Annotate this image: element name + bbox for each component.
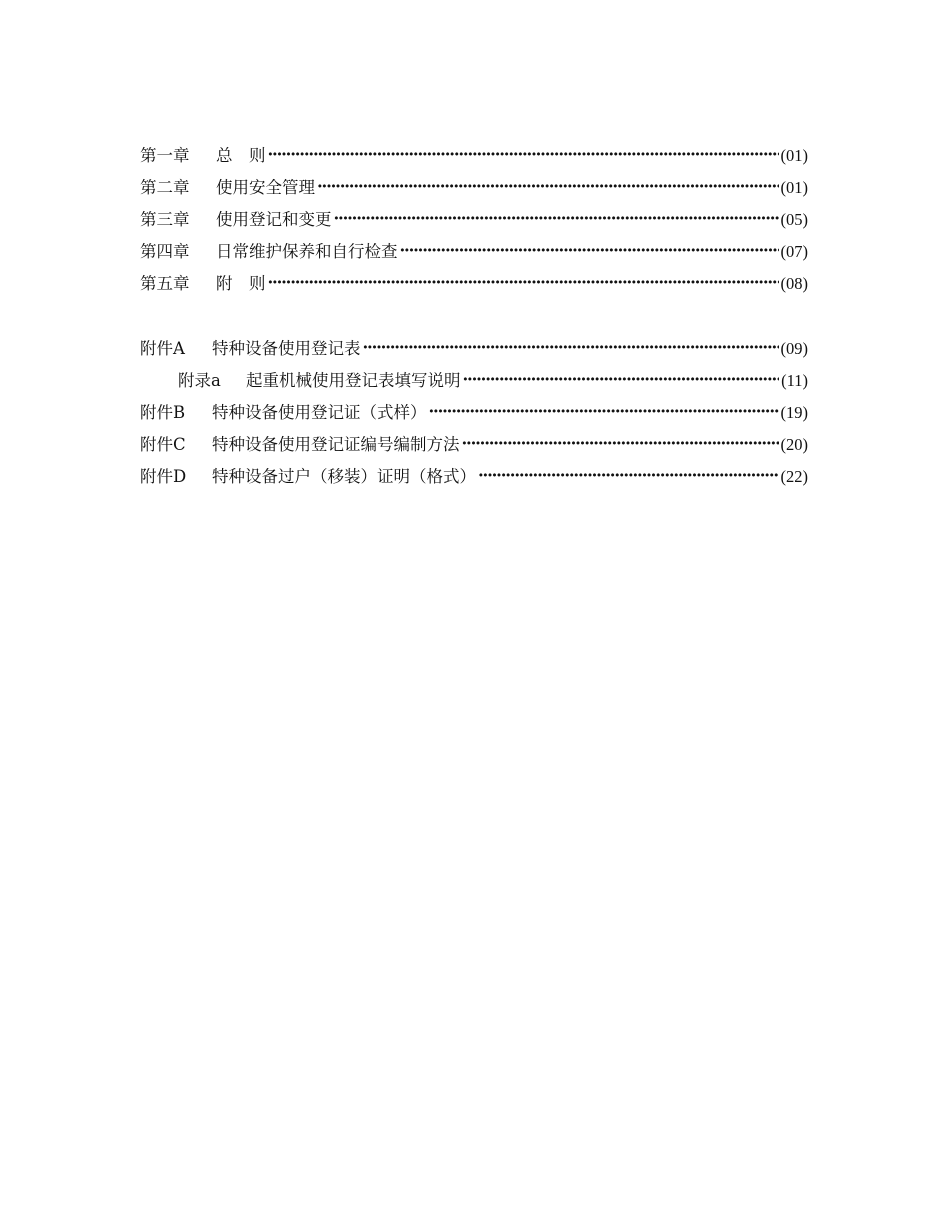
chapter-number: 第一章 xyxy=(140,146,190,165)
dot-leader xyxy=(429,396,779,428)
appendix-title: 特种设备使用登记证（式样） xyxy=(212,403,427,422)
toc-entry-chapter-4[interactable] xyxy=(140,236,808,268)
appendix-title: 特种设备使用登记表 xyxy=(212,339,361,358)
toc-entry-appendix-d[interactable] xyxy=(140,461,808,493)
dot-leader xyxy=(463,364,780,396)
page-number: (01) xyxy=(780,146,808,165)
appendix-number: 附件D xyxy=(140,467,187,486)
toc-entry-appendix-a-sub[interactable] xyxy=(140,365,808,397)
appendix-title: 起重机械使用登记表填写说明 xyxy=(246,371,461,390)
chapter-number: 第二章 xyxy=(140,178,190,197)
dot-leader xyxy=(363,332,779,364)
page-number: (22) xyxy=(780,467,808,486)
dot-leader xyxy=(478,460,779,492)
chapter-title: 使用登记和变更 xyxy=(216,210,332,229)
appendix-number: 附件C xyxy=(140,435,186,454)
page-number: (05) xyxy=(780,210,808,229)
appendix-number: 附件A xyxy=(140,339,185,358)
toc-entry-chapter-3[interactable] xyxy=(140,204,808,236)
toc-entry-chapter-5[interactable] xyxy=(140,268,808,300)
section-spacer xyxy=(140,300,808,333)
appendix-title: 特种设备过户（移装）证明（格式） xyxy=(212,467,476,486)
page-number: (20) xyxy=(780,435,808,454)
page-number: (09) xyxy=(780,339,808,358)
chapter-number: 第五章 xyxy=(140,274,190,293)
page-number: (08) xyxy=(780,274,808,293)
dot-leader xyxy=(317,171,779,203)
page-number: (01) xyxy=(780,178,808,197)
appendix-title: 特种设备使用登记证编号编制方法 xyxy=(212,435,460,454)
dot-leader xyxy=(462,428,779,460)
chapter-number: 第三章 xyxy=(140,210,190,229)
chapter-title: 附 则 xyxy=(216,274,266,293)
chapter-title: 日常维护保养和自行检查 xyxy=(216,242,398,261)
chapter-title: 使用安全管理 xyxy=(216,178,315,197)
appendix-number: 附录a xyxy=(178,371,221,390)
dot-leader xyxy=(334,203,779,235)
table-of-contents xyxy=(140,140,808,493)
page-number: (11) xyxy=(781,371,808,390)
chapter-number: 第四章 xyxy=(140,242,190,261)
chapter-title: 总 则 xyxy=(216,146,266,165)
dot-leader xyxy=(268,139,779,171)
dot-leader xyxy=(268,267,779,299)
toc-entry-appendix-c[interactable] xyxy=(140,429,808,461)
toc-entry-appendix-a[interactable] xyxy=(140,333,808,365)
appendix-number: 附件B xyxy=(140,403,186,422)
toc-entry-appendix-b[interactable] xyxy=(140,397,808,429)
page-number: (07) xyxy=(780,242,808,261)
toc-entry-chapter-2[interactable] xyxy=(140,172,808,204)
page-number: (19) xyxy=(780,403,808,422)
toc-entry-chapter-1[interactable] xyxy=(140,140,808,172)
dot-leader xyxy=(400,235,779,267)
